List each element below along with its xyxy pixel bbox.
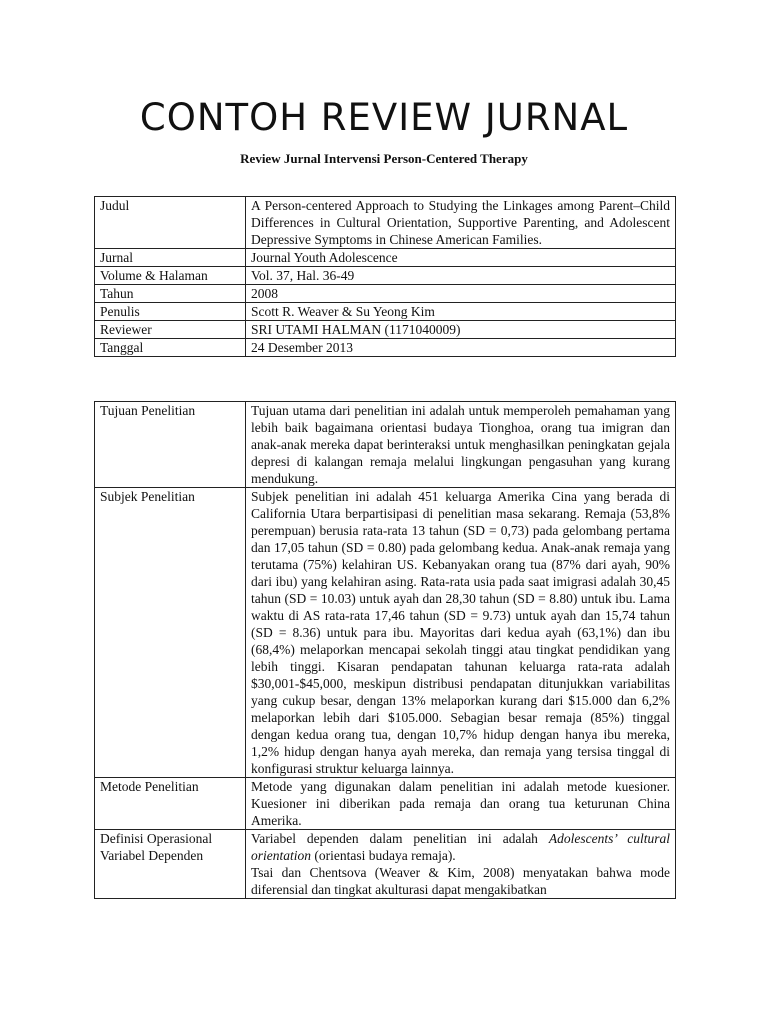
journal-info-table — [94, 196, 676, 357]
row-value-definisi — [246, 830, 676, 899]
row-value-metode: Metode yang digunakan dalam penelitian ini adalah metode kuesioner. Kuesioner ini diberikan pada remaja dan orang tua keturunan China Amerika. — [246, 778, 676, 830]
table-row — [95, 321, 676, 339]
table-row — [95, 285, 676, 303]
row-key: Reviewer — [95, 321, 246, 339]
table-row — [95, 402, 676, 488]
table-row — [95, 267, 676, 285]
row-key-subjek: Subjek Penelitian — [95, 488, 246, 778]
row-value: A Person-centered Approach to Studying the Linkages among Parent–Child Differences in Cultural Orientation, Supportive Parenting, and Adolescent Depressive Symptoms in Chinese American Families. — [246, 197, 676, 249]
row-value-subjek: Subjek penelitian ini adalah 451 keluarga Amerika Cina yang berada di California Utara berpartisipasi di penelitian masa sekarang. Remaja (53,8% perempuan) berusia rata-rata 13 tahun (SD = 0,73) pada gelombang pertama dan 17,05 tahun (SD = 0.80) pada gelombang kedua. Anak-anak remaja yang terutama (75%) kelahiran US. Kebanyakan orang tua (87% dari ayah, 90% dari ibu) yang kelahiran asing. Rata-rata usia pada saat imigrasi adalah 30,45 tahun (SD = 10.03) untuk ayah dan 28,30 tahun (SD = 8.80) untuk ibu. Lama waktu di AS rata-rata 17,46 tahun (SD = 9.73) untuk ayah dan 15,74 tahun (SD = 8.36) untuk para ibu. Mayoritas dari kedua ayah (63,1%) dan ibu (68,4%) melaporkan mencapai sekolah tinggi atau tingkat pendidikan yang lebih tinggi. Kisaran pendapatan tahunan keluarga rata-rata adalah $30,001-$45,000, meskipun distribusi pendapatan ditunjukkan variabilitas yang cukup besar, dengan 13% melaporkan kurang dari $15.000 dan 6,2% melaporkan lebih dari $105.000. Sebagian besar remaja (85%) tinggal dengan kedua orang tua, dengan 10,7% hidup dengan hanya ibu mereka, 1,2% hidup dengan hanya ayah mereka, dan remaja yang tersisa tinggal di konfigurasi struktur keluarga lainnya. — [246, 488, 676, 778]
row-value: 24 Desember 2013 — [246, 339, 676, 357]
row-key: Penulis — [95, 303, 246, 321]
table-row — [95, 339, 676, 357]
row-key: Volume & Halaman — [95, 267, 246, 285]
row-value: SRI UTAMI HALMAN (1171040009) — [246, 321, 676, 339]
table-row — [95, 303, 676, 321]
row-key: Judul — [95, 197, 246, 249]
page-subtitle: Review Jurnal Intervensi Person-Centered Therapy — [240, 151, 528, 166]
row-value: Vol. 37, Hal. 36-49 — [246, 267, 676, 285]
page-title: CONTOH REVIEW JURNAL — [139, 96, 629, 139]
row-key: Tanggal — [95, 339, 246, 357]
table-row — [95, 778, 676, 830]
review-table — [94, 401, 676, 899]
row-key-definisi: Definisi Operasional Variabel Dependen — [95, 830, 246, 899]
table-row — [95, 197, 676, 249]
row-value: 2008 — [246, 285, 676, 303]
row-key-metode: Metode Penelitian — [95, 778, 246, 830]
row-key: Tahun — [95, 285, 246, 303]
table-row — [95, 249, 676, 267]
italic-term: Adolescents’ cultural orientation — [251, 831, 670, 863]
row-value: Journal Youth Adolescence — [246, 249, 676, 267]
row-value-tujuan: Tujuan utama dari penelitian ini adalah untuk memperoleh pemahaman yang lebih baik bagaimana orientasi budaya Tionghoa, orang tua imigran dan anak-anak mereka dapat berinteraksi untuk menghasilkan peningkatan gejala depresi di kalangan remaja melalui lingkungan pengasuhan yang kurang mendukung. — [246, 402, 676, 488]
row-key: Jurnal — [95, 249, 246, 267]
definisi-paragraph-2: Tsai dan Chentsova (Weaver & Kim, 2008) menyatakan bahwa mode diferensial dan tingkat akulturasi dapat mengakibatkan — [251, 865, 670, 897]
review-table-viewport — [90, 401, 690, 929]
definisi-paragraph-1: Variabel dependen dalam penelitian ini adalah Adolescents’ cultural orientation (orientasi budaya remaja). — [251, 831, 670, 863]
row-value: Scott R. Weaver & Su Yeong Kim — [246, 303, 676, 321]
table-row — [95, 830, 676, 899]
table-row — [95, 488, 676, 778]
row-key-tujuan: Tujuan Penelitian — [95, 402, 246, 488]
journal-info-body — [95, 197, 676, 357]
